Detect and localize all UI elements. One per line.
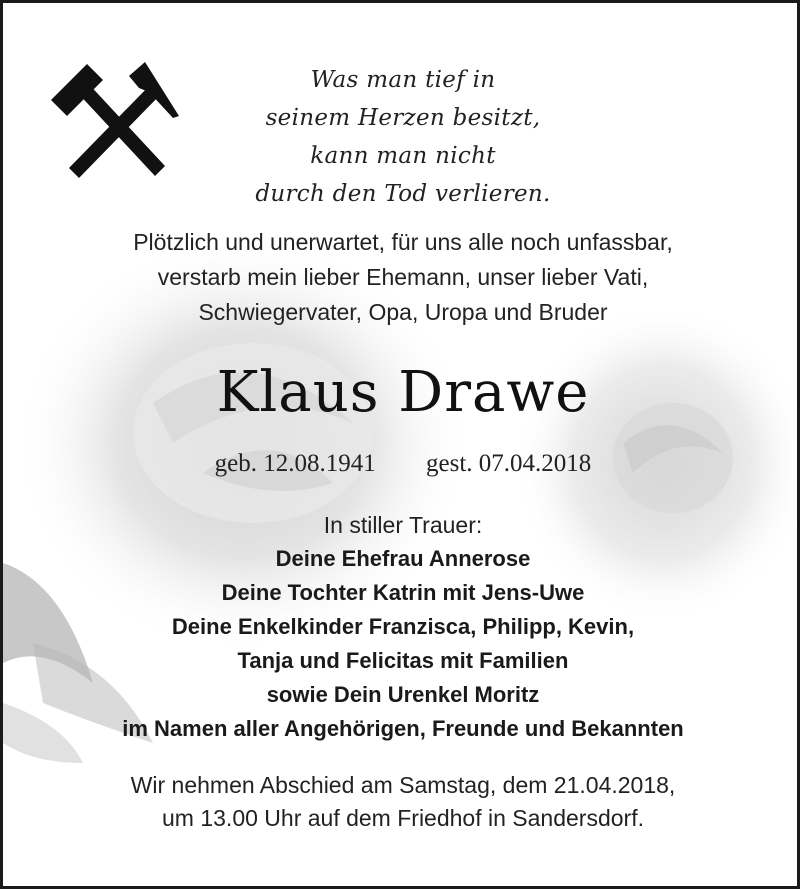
poem-line: kann man nicht [310,143,496,169]
poem-line: seinem Herzen besitzt, [265,105,541,131]
farewell-line: um 13.00 Uhr auf dem Friedhof in Sandersdorf. [162,805,644,831]
poem [203,61,603,213]
mourner-line: Deine Ehefrau Annerose [275,546,531,571]
mourner-line: Tanja und Felicitas mit Familien [237,648,569,673]
mourner-line: Deine Enkelkinder Franzisca, Philipp, Kevin, [171,614,635,639]
intro-text [3,225,800,330]
death-date: gest. 07.04.2018 [426,450,592,477]
farewell-line: Wir nehmen Abschied am Samstag, dem 21.04.2018, [130,772,676,798]
mourning-intro: In stiller Trauer: [323,512,483,538]
intro-line: verstarb mein lieber Ehemann, unser lieber Vati, [157,264,649,290]
birth-date: geb. 12.08.1941 [214,450,376,477]
intro-line: Plötzlich und unerwartet, für uns alle noch unfassbar, [133,229,673,255]
funeral-details [3,769,800,835]
poem-line: Was man tief in [310,67,496,93]
deceased-name: Klaus Drawe [216,360,590,425]
mourner-line: sowie Dein Urenkel Moritz [266,682,540,707]
mourner-line: Deine Tochter Katrin mit Jens-Uwe [221,580,585,605]
hammer-and-pick-icon [47,58,187,183]
mourners-list [3,542,800,746]
intro-line: Schwiegervater, Opa, Uropa und Bruder [198,299,608,325]
mourner-line: im Namen aller Angehörigen, Freunde und Bekannten [122,716,684,741]
poem-line: durch den Tod verlieren. [255,181,551,207]
life-dates [3,448,800,480]
